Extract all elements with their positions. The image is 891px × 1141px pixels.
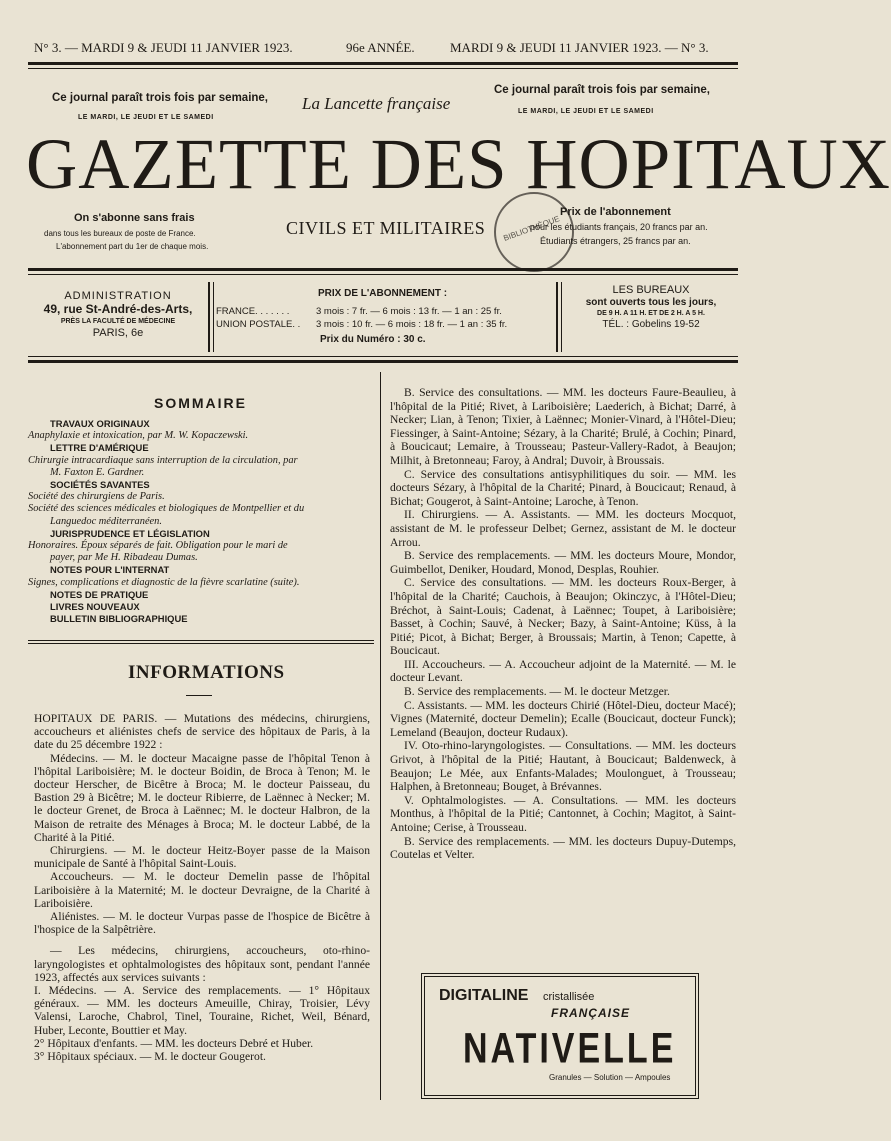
info-para: 2° Hôpitaux d'enfants. — MM. les docteurs Debré et Huber. [34, 1036, 314, 1050]
right-para: B. Service des remplacements. — MM. les docteurs Moure, Mondor, Guimbellot, Deniker, Houdard, Monod, Desplas, Rouhier. [390, 549, 736, 576]
prix-union-label: UNION POSTALE. . [216, 319, 301, 330]
sommaire-item: payer, par Me H. Ribadeau Dumas. [50, 552, 198, 564]
sommaire-item: M. Faxton E. Gardner. [50, 466, 145, 478]
sommaire-item: Signes, complications et diagnostic de la fièvre scarlatine (suite). [28, 576, 300, 588]
sommaire-title: SOMMAIRE [154, 395, 247, 411]
prix-france-label: FRANCE. . . . . . . [216, 306, 290, 317]
masthead-rule-thin [28, 274, 738, 275]
sommaire-item: Chirurgie intracardiaque sans interruption de la circulation, par [28, 454, 298, 466]
info-para: Médecins. — M. le docteur Macaigne passe de l'hôpital Tenon à l'hôpital Lariboisière; M. le docteur Boidin, de Broca à Tenon; M. le docteur Herscher, de Bicêtre à Broca; M. le docteur Paisseau, du Bastion 29 à Bicêtre; M. le docteur Ribierre, de Laënnec à Necker; M. le docteur Grenet, de Broca à Laënnec; M. le docteur Halbron, de la Maison de retraite des Ménages à Broca; M. le docteur Labbé, de la Charité à la Pitié. [34, 751, 370, 844]
digitaline-ad [424, 976, 696, 1096]
pub-right-2: LE MARDI, LE JEUDI ET LE SAMEDI [518, 108, 654, 115]
bureaux-box [564, 280, 738, 354]
info-para: I. Médecins. — A. Service des remplacements. — 1° Hôpitaux généraux. — MM. les docteurs Ameuille, Chiray, Troisier, Lévy Valensi, Laroche, Chabrol, Tinel, Touraine, Richet, Weil, Bénard, Huber, Leconte, Bouttier et May. [34, 984, 370, 1037]
sommaire-list [28, 418, 376, 625]
stamp-text: BIBLIOTHÈQUE [502, 214, 561, 243]
info-para: — Les médecins, chirurgiens, accoucheurs, oto-rhino-laryngologistes et ophtalmologistes des hôpitaux sont, pendant l'année 1923, affectés aux services suivants : [34, 944, 370, 984]
pub-left-1: Ce journal paraît trois fois par semaine, [52, 92, 269, 104]
informations-body [34, 712, 370, 1063]
info-rule [28, 356, 738, 357]
sommaire-rule-2 [28, 643, 374, 644]
sommaire-item: Société des sciences médicales et biologiques de Montpellier et du [28, 503, 305, 515]
lancette: La Lancette française [302, 94, 451, 113]
sommaire-item: BULLETIN BIBLIOGRAPHIQUE [50, 613, 188, 625]
info-para: Aliénistes. — M. le docteur Vurpas passe de l'hospice de Bicêtre à l'hospice de la Salpêtrière. [34, 910, 370, 937]
sommaire-item: Honoraires. Époux séparés de fait. Obligation pour le mari de [28, 540, 288, 552]
right-para: B. Service des remplacements. — M. le docteur Metzger. [404, 685, 670, 699]
admin-near: PRÈS LA FACULTÉ DE MÉDECINE [60, 318, 176, 325]
sommaire-item: NOTES DE PRATIQUE [50, 588, 149, 600]
masthead-rule [28, 268, 738, 271]
divider-2 [556, 282, 558, 352]
right-para: C. Service des consultations. — MM. les docteurs Roux-Berger, à l'hôpital de la Charité; Cauchois, à Beaujon; Okinczyc, à l'Hôtel-Dieu; Bréchot, à Saint-Louis; Cadenat, à Laënnec; Toupet, à Lariboisière; Basset, à Cochin; Sauvé, à Necker; Bazy, à Saint-Antoine; Küss, à la Pitié; Picot, à Bichat; Berger, à Broussais; Martin, à Tenon; Capette, à Boucicaut. [390, 576, 736, 658]
top-rule [28, 62, 738, 65]
divider-1 [208, 282, 210, 352]
prix-numero: Prix du Numéro : 30 c. [320, 334, 426, 345]
sommaire-item: JURISPRUDENCE ET LÉGISLATION [50, 527, 210, 539]
sommaire-item: Languedoc méditerranéen. [50, 515, 162, 527]
prix-france: 3 mois : 7 fr. — 6 mois : 13 fr. — 1 an : 25 fr. [316, 306, 502, 317]
ad-footer: Granules — Solution — Ampoules [549, 1073, 671, 1082]
prix-union: 3 mois : 10 fr. — 6 mois : 18 fr. — 1 an : 35 fr. [316, 319, 508, 330]
ad-line1: DIGITALINE [439, 987, 529, 1004]
sommaire-item: TRAVAUX ORIGINAUX [50, 418, 150, 429]
prix-abon-title: Prix de l'abonnement [560, 206, 671, 218]
pub-left-2: LE MARDI, LE JEUDI ET LE SAMEDI [78, 114, 214, 121]
issue-year: 96e ANNÉE. [346, 40, 415, 55]
prix-title: PRIX DE L'ABONNEMENT : [318, 288, 448, 299]
abonne-3: L'abonnement part du 1er de chaque mois. [56, 242, 209, 251]
ad-line2: FRANÇAISE [551, 1006, 631, 1020]
ad-brand: NATIVELLE [463, 1025, 677, 1073]
abonne-2: dans tous les bureaux de poste de France. [44, 229, 196, 238]
info-para: Accoucheurs. — M. le docteur Demelin passe de l'hôpital Lariboisière à la Maternité; M. le docteur Devraigne, de la Charité à Lariboisière. [34, 870, 370, 910]
right-para: B. Service des remplacements. — MM. les docteurs Dupuy-Dutemps, Coutelas et Velter. [390, 834, 736, 862]
right-para: II. Chirurgiens. — A. Assistants. — MM. les docteurs Mocquot, assistant de M. le professeur Delbet; Gernez, assistant de M. le docteur Arrou. [390, 508, 736, 549]
info-rule-thick [28, 360, 738, 363]
prix-box [216, 280, 556, 354]
sommaire-item: Société des chirurgiens de Paris. [28, 491, 165, 503]
right-para: III. Accoucheurs. — A. Accoucheur adjoint de la Maternité. — M. le docteur Levant. [390, 657, 736, 685]
sommaire-item: LETTRE D'AMÉRIQUE [50, 442, 149, 454]
right-para: V. Ophtalmologistes. — A. Consultations. — MM. les docteurs Monthus, à l'hôpital de la Pitié; Cantonnet, à Cochin; Magitot, à Saint-Antoine; Cerise, à Trousseau. [390, 793, 736, 834]
sommaire-item: Anaphylaxie et intoxication, par M. W. Kopaczewski. [28, 430, 249, 442]
info-para: HOPITAUX DE PARIS. — Mutations des médecins, chirurgiens, accoucheurs et aliénistes chefs de service des hôpitaux de Paris, à la date du 25 décembre 1922 : [34, 712, 370, 752]
admin-box [28, 280, 208, 354]
masthead-subtitle: CIVILS ET MILITAIRES [286, 218, 486, 238]
admin-title: ADMINISTRATION [64, 290, 172, 302]
bureaux-1: sont ouverts tous les jours, [585, 297, 717, 308]
sommaire-item: SOCIÉTÉS SAVANTES [50, 479, 150, 491]
ad-line1b: cristallisée [543, 991, 595, 1003]
admin-city: PARIS, 6e [92, 327, 144, 339]
right-para: C. Service des consultations antisyphilitiques du soir. — MM. les docteurs Sézary, à l'hôpital de la Charité; Pinard, à Boucicaut; Renaud, à Bichat; Gougerot, à Saint-Antoine; Laroche, à Tenon. [390, 467, 736, 508]
bureaux-2: DE 9 H. A 11 H. ET DE 2 H. A 5 H. [597, 310, 705, 317]
sommaire-item: NOTES POUR L'INTERNAT [50, 564, 170, 576]
abonne-1: On s'abonne sans frais [74, 212, 195, 224]
bureaux-title: LES BUREAUX [612, 284, 690, 296]
divider-2b [561, 282, 562, 352]
pub-right-1: Ce journal paraît trois fois par semaine, [494, 84, 711, 96]
informations-dash [186, 695, 212, 696]
right-para: B. Service des consultations. — MM. les docteurs Faure-Beaulieu, à l'hôpital de la Pitié; Rivet, à Lariboisière; Laederich, à Bichat; Darré, à Necker; Lian, à Tenon; Tixier, à Laënnec; Monier-Vinard, à l'Hôtel-Dieu; Fiessinger, à Saint-Antoine; Sézary, à la Charité; Brulé, à Cochin; Pinard, à Boucicaut; Lemaire, à Trousseau; Pasteur-Vallery-Radot, à Beaujon; Milhit, à Bretonneau; Faroy, à Andral; Duvoir, à Broussais. [390, 386, 736, 467]
column-divider [380, 372, 381, 1100]
admin-addr: 49, rue St-André-des-Arts, [43, 302, 193, 316]
top-rule-thin [28, 68, 738, 69]
prix-abon-2: Étudiants étrangers, 25 francs par an. [540, 236, 691, 246]
divider-1b [213, 282, 214, 352]
right-column-body [390, 386, 736, 862]
informations-title: INFORMATIONS [128, 662, 285, 683]
right-para: C. Assistants. — MM. les docteurs Chirié (Hôtel-Dieu, docteur Macé); Vignes (Maternité, docteur Demelin); Ecalle (Boucicaut, docteur Funck); Lemeland (Beaujon, docteur Rudaux). [390, 698, 736, 739]
issue-right: MARDI 9 & JEUDI 11 JANVIER 1923. — N° 3. [450, 40, 709, 55]
masthead-title: GAZETTE DES HOPITAUX [26, 124, 891, 204]
bureaux-tel: TÉL. : Gobelins 19-52 [602, 319, 700, 330]
info-bar [28, 280, 738, 354]
sommaire-item: LIVRES NOUVEAUX [50, 601, 140, 613]
info-para: 3° Hôpitaux spéciaux. — M. le docteur Gougerot. [34, 1050, 266, 1064]
library-stamp [494, 192, 574, 272]
issue-left: N° 3. — MARDI 9 & JEUDI 11 JANVIER 1923. [34, 40, 293, 55]
prix-abon-1: pour les étudiants français, 20 francs par an. [530, 222, 708, 232]
issue-line [34, 40, 734, 58]
right-para: IV. Oto-rhino-laryngologistes. — Consultations. — MM. les docteurs Grivot, à l'hôpital de la Pitié; Hautant, à Boucicaut; Baldenweck, à Beaujon; Le Mée, aux Enfants-Malades; Moulonguet, à Trousseau; Halphen, à Bretonneau; Bouget, à Brévannes. [390, 739, 736, 794]
info-para: Chirurgiens. — M. le docteur Heitz-Boyer passe de la Maison municipale de Santé à l'hôpital Saint-Louis. [34, 844, 370, 871]
sommaire-rule [28, 640, 374, 641]
